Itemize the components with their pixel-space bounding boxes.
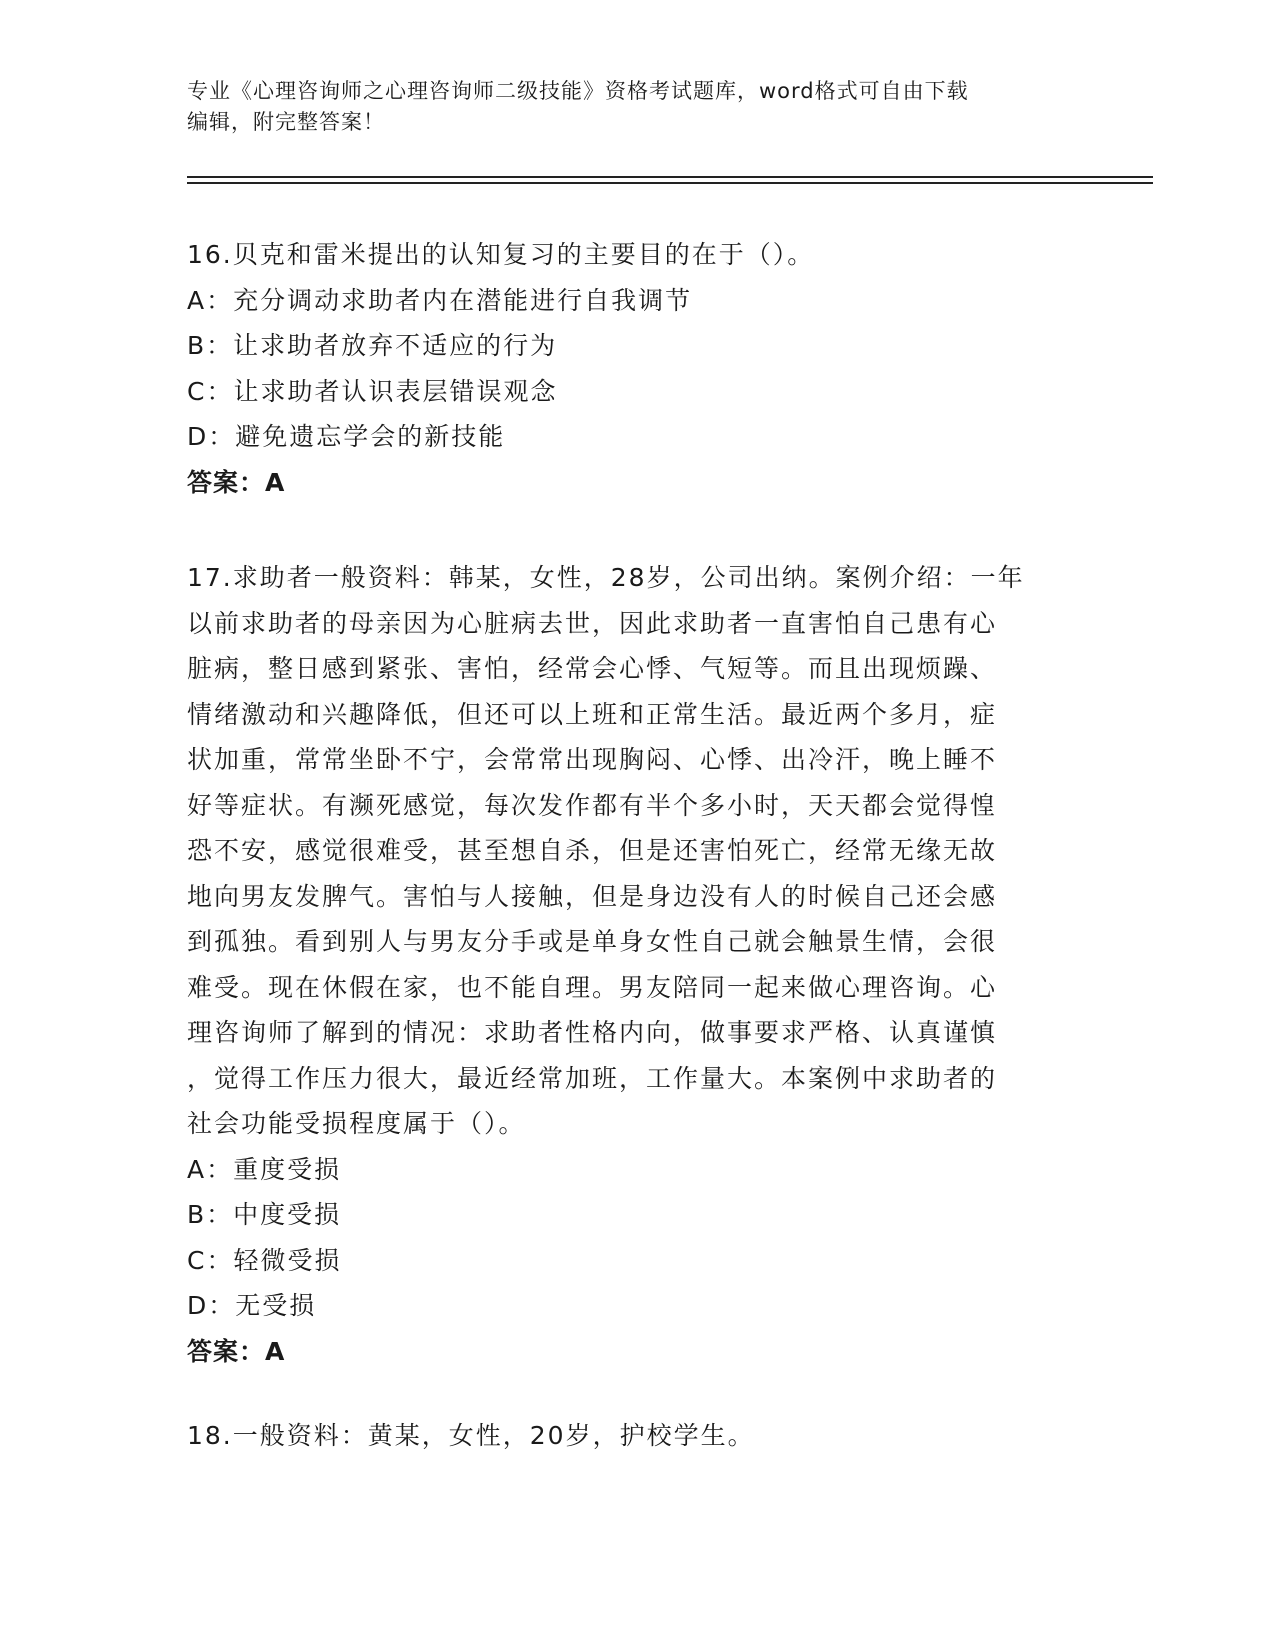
answer: 答案：A — [187, 1336, 286, 1366]
question-17 — [187, 555, 1067, 1374]
stem-line: 理咨询师了解到的情况：求助者性格内向，做事要求严格、认真谨慎 — [187, 1018, 998, 1047]
stem-line: 以前求助者的母亲因为心脏病去世，因此求助者一直害怕自己患有心 — [187, 608, 998, 638]
option-b: B：让求助者放弃不适应的行为 — [187, 331, 558, 360]
stem-line: 脏病，整日感到紧张、害怕，经常会心悸、气短等。而且出现烦躁、 — [187, 654, 998, 683]
header-line-2: 编辑，附完整答案！ — [187, 110, 385, 134]
option-d: D：无受损 — [187, 1291, 317, 1320]
question-16 — [187, 232, 1067, 505]
answer: 答案：A — [187, 467, 286, 497]
question-stem: 16.贝克和雷米提出的认知复习的主要目的在于（）。 — [187, 240, 815, 269]
document-header — [187, 76, 1087, 138]
stem-line: 好等症状。有濒死感觉，每次发作都有半个多小时，天天都会觉得惶 — [187, 790, 998, 820]
stem-line: 地向男友发脾气。害怕与人接触，但是身边没有人的时候自己还会感 — [187, 881, 998, 911]
question-stem — [187, 555, 1067, 1147]
stem-line: 社会功能受损程度属于（）。 — [187, 1109, 526, 1138]
stem-line: ，觉得工作压力很大，最近经常加班，工作量大。本案例中求助者的 — [187, 1063, 998, 1093]
option-a: A：重度受损 — [187, 1154, 342, 1184]
option-d: D：避免遗忘学会的新技能 — [187, 422, 506, 451]
option-b: B：中度受损 — [187, 1200, 342, 1229]
stem-line: 17.求助者一般资料：韩某，女性，28岁，公司出纳。案例介绍：一年 — [187, 563, 1025, 592]
option-a: A：充分调动求助者内在潜能进行自我调节 — [187, 285, 693, 315]
question-18 — [187, 1413, 1067, 1459]
header-divider-top — [187, 176, 1153, 178]
stem-line: 到孤独。看到别人与男友分手或是单身女性自己就会触景生情，会很 — [187, 927, 998, 956]
option-c: C：让求助者认识表层错误观念 — [187, 376, 558, 406]
header-divider-bottom — [187, 182, 1153, 184]
stem-line: 状加重，常常坐卧不宁，会常常出现胸闷、心悸、出冷汗，晚上睡不 — [187, 745, 998, 774]
option-c: C：轻微受损 — [187, 1245, 342, 1275]
question-stem: 18.一般资料：黄某，女性，20岁，护校学生。 — [187, 1421, 755, 1450]
header-line-1: 专业《心理咨询师之心理咨询师二级技能》资格考试题库，word格式可自由下载 — [187, 79, 969, 103]
stem-line: 情绪激动和兴趣降低，但还可以上班和正常生活。最近两个多月，症 — [187, 699, 998, 729]
stem-line: 恐不安，感觉很难受，甚至想自杀，但是还害怕死亡，经常无缘无故 — [187, 836, 998, 865]
stem-line: 难受。现在休假在家，也不能自理。男友陪同一起来做心理咨询。心 — [187, 972, 998, 1002]
